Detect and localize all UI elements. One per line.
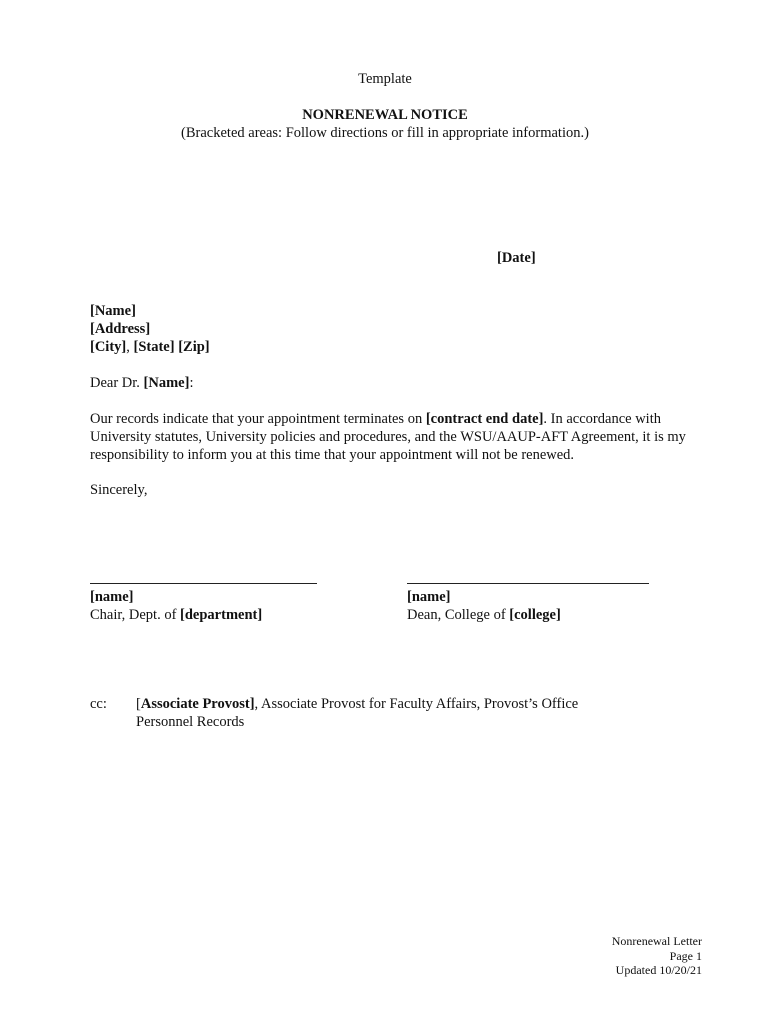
dean-title-prefix: Dean, College of	[407, 607, 510, 623]
salutation	[90, 374, 193, 392]
chair-name-field: [name]	[90, 589, 134, 605]
body-paragraph	[90, 410, 700, 464]
document-title: NONRENEWAL NOTICE	[302, 107, 468, 123]
recipient-city-state-zip	[90, 338, 210, 356]
contract-end-date-field: [contract end date]	[425, 411, 544, 427]
salutation-suffix: :	[189, 375, 194, 391]
recipient-address: [Address]	[90, 321, 151, 337]
cc-line1-rest: , Associate Provost for Faculty Affairs, Provost’s Office	[254, 696, 579, 712]
dean-title	[407, 606, 561, 624]
department-field: [department]	[180, 607, 263, 623]
recipient-zip: [Zip]	[178, 339, 210, 355]
body-part1: Our records indicate that your appointment terminates on	[90, 411, 426, 427]
template-label: Template	[358, 71, 412, 87]
date-field: [Date]	[497, 250, 536, 266]
cc-open-bracket: [	[136, 696, 141, 712]
recipient-comma: ,	[126, 339, 130, 355]
associate-provost-field: Associate Provost]	[140, 696, 255, 712]
document-subtitle: (Bracketed areas: Follow directions or fill in appropriate information.)	[181, 125, 589, 141]
salutation-name: [Name]	[143, 375, 190, 391]
chair-title	[90, 606, 262, 624]
recipient-city: [City]	[90, 339, 127, 355]
closing: Sincerely,	[90, 482, 148, 498]
college-field: [college]	[509, 607, 561, 623]
body-part2: . In accordance with University statutes, University policies and procedures, and the WSU/AAUP-AFT Agreement, it is my responsibility to inform you at this time that your appointment will not be renewed.	[90, 411, 686, 463]
cc-line-2: Personnel Records	[136, 714, 245, 730]
dean-name-field: [name]	[407, 589, 451, 605]
footer-page-number: Page 1	[669, 948, 702, 963]
signature-line-dean	[407, 583, 649, 584]
cc-line-1	[136, 695, 578, 713]
recipient-state: [State]	[133, 339, 175, 355]
cc-label: cc:	[90, 696, 107, 712]
page-footer	[612, 934, 702, 978]
salutation-prefix: Dear Dr.	[90, 375, 144, 391]
recipient-name: [Name]	[90, 303, 136, 319]
chair-title-prefix: Chair, Dept. of	[90, 607, 181, 623]
signature-line-chair	[90, 583, 317, 584]
footer-doc-name: Nonrenewal Letter	[611, 934, 702, 948]
footer-updated-date: Updated 10/20/21	[615, 963, 702, 977]
